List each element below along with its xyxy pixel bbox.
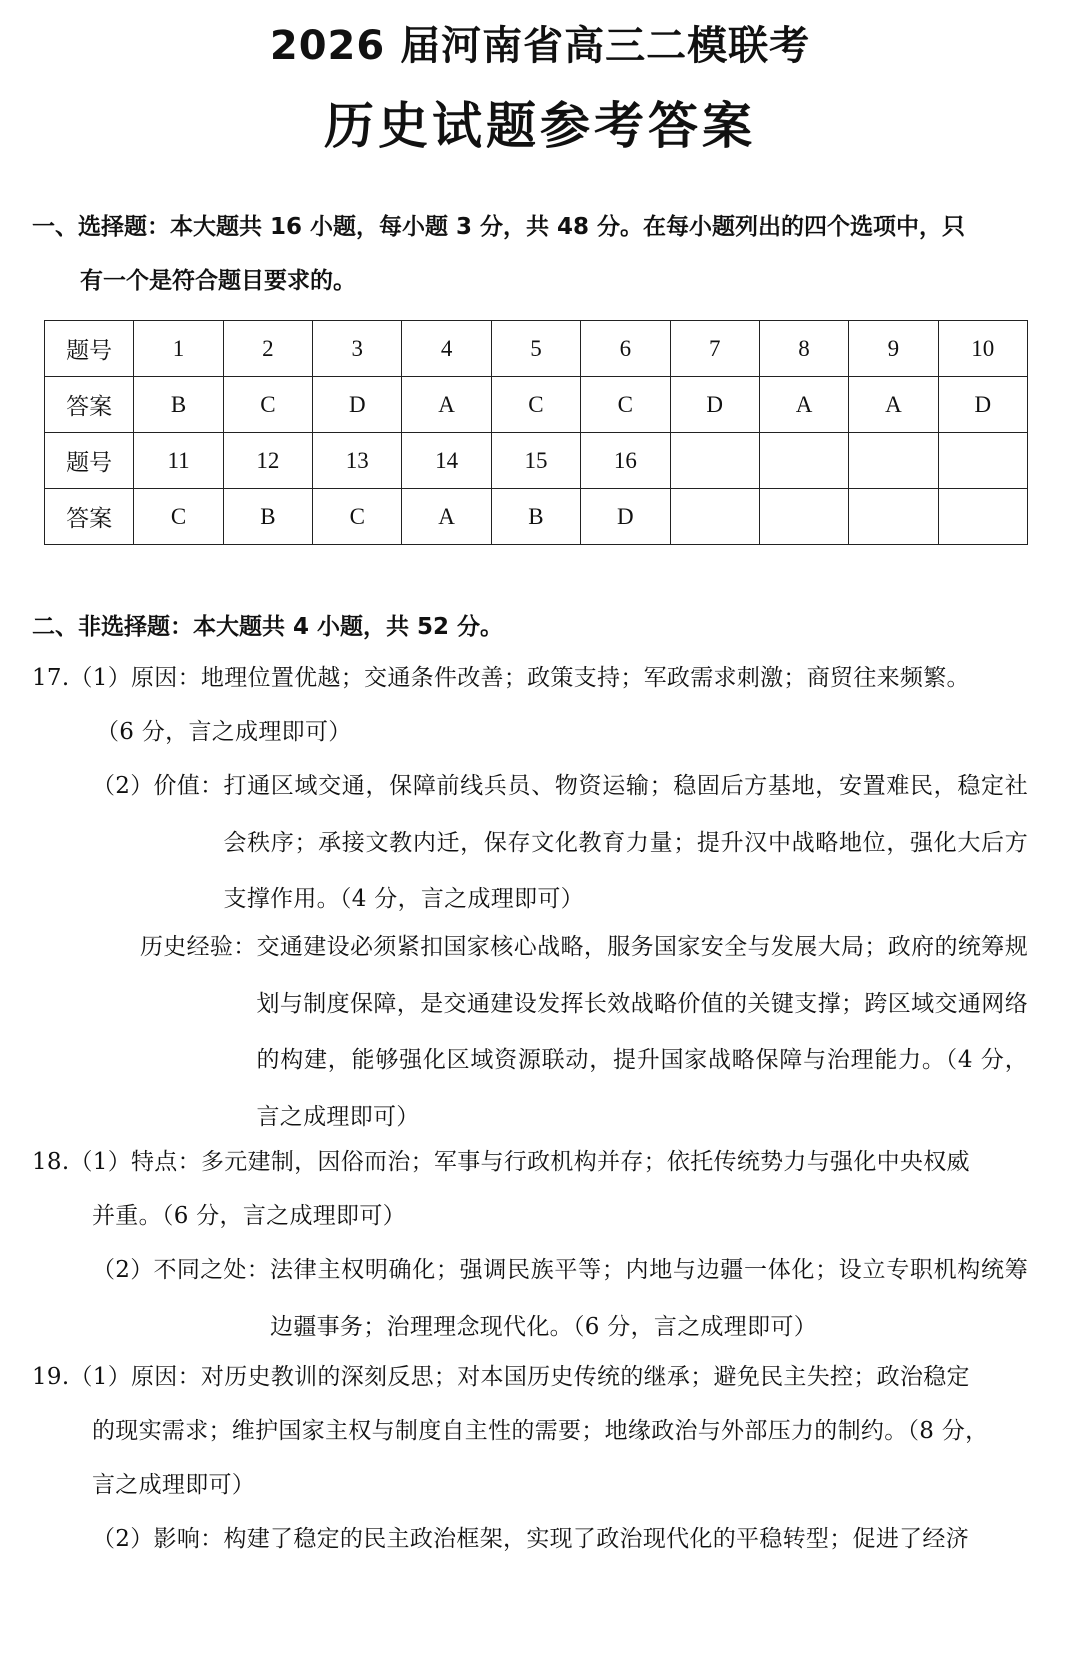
table-cell: C — [313, 489, 402, 545]
q17-part2-label: （2）价值： — [92, 773, 224, 799]
table-cell: C — [491, 377, 580, 433]
table-row-label: 题号 — [45, 321, 134, 377]
table-cell: C — [134, 489, 223, 545]
q18-part1-text: 多元建制，因俗而治；军事与行政机构并存；依托传统势力与强化中央权威 — [200, 1149, 970, 1175]
section2-heading: 二、非选择题：本大题共 4 小题，共 52 分。 — [32, 614, 504, 640]
table-cell: 8 — [759, 321, 848, 377]
table-row — [45, 377, 1028, 433]
table-cell: 14 — [402, 433, 491, 489]
table-cell: 4 — [402, 321, 491, 377]
q19-part1-cont1: 的现实需求；维护国家主权与制度自主性的需要；地缘政治与外部压力的制约。（8 分， — [92, 1418, 989, 1444]
q17-part3-text: 交通建设必须紧扣国家核心战略，服务国家安全与发展大局；政府的统筹规划与制度保障，是交通建设发挥长效战略价值的关键支撑；跨区域交通网络的构建，能够强化区域资源联动，提升国家战略保障与治理能力。（4 分，言之成理即可） — [256, 934, 1028, 1130]
table-cell: 11 — [134, 433, 223, 489]
table-cell: 13 — [313, 433, 402, 489]
table-cell: 15 — [491, 433, 580, 489]
table-row-label: 答案 — [45, 377, 134, 433]
table-cell: D — [313, 377, 402, 433]
table-row-label: 答案 — [45, 489, 134, 545]
table-cell: A — [759, 377, 848, 433]
q17-part2 — [92, 758, 1028, 928]
q19-part1-cont2: 言之成理即可） — [92, 1472, 256, 1498]
table-row — [45, 489, 1028, 545]
q17-part2-text: 打通区域交通，保障前线兵员、物资运输；稳固后方基地，安置难民，稳定社会秩序；承接文教内迁，保存文化教育力量；提升汉中战略地位，强化大后方支撑作用。（4 分，言之成理即可） — [223, 773, 1028, 912]
table-cell: 12 — [223, 433, 312, 489]
table-cell — [849, 433, 938, 489]
table-cell — [759, 489, 848, 545]
table-cell: 2 — [223, 321, 312, 377]
q17-part1-label: 17.（1）原因： — [32, 665, 201, 691]
table-cell: B — [223, 489, 312, 545]
table-cell — [849, 489, 938, 545]
q19-part1 — [32, 1349, 1028, 1406]
table-cell: B — [134, 377, 223, 433]
table-cell: 10 — [938, 321, 1027, 377]
table-cell: C — [223, 377, 312, 433]
table-cell: B — [491, 489, 580, 545]
table-cell: D — [581, 489, 670, 545]
table-cell: 9 — [849, 321, 938, 377]
q19-part1-text: 对历史教训的深刻反思；对本国历史传统的继承；避免民主失控；政治稳定 — [200, 1364, 970, 1390]
table-cell: 5 — [491, 321, 580, 377]
table-cell: A — [402, 489, 491, 545]
table-cell: 6 — [581, 321, 670, 377]
table-cell — [670, 433, 759, 489]
answer-table — [44, 320, 1028, 545]
table-cell: D — [938, 377, 1027, 433]
q18-part1-label: 18.（1）特点： — [32, 1149, 201, 1175]
table-cell: 7 — [670, 321, 759, 377]
q17-part3-label: 历史经验： — [140, 934, 257, 960]
q18-part2-text: 法律主权明确化；强调民族平等；内地与边疆一体化；设立专职机构统筹边疆事务；治理理念现代化。（6 分，言之成理即可） — [270, 1257, 1028, 1340]
table-row — [45, 433, 1028, 489]
section1-heading-line1: 一、选择题：本大题共 16 小题，每小题 3 分，共 48 分。在每小题列出的四个选项中，只 — [32, 214, 966, 240]
table-cell — [938, 433, 1027, 489]
q17-part1-text: 地理位置优越；交通条件改善；政策支持；军政需求刺激；商贸往来频繁。 — [200, 665, 970, 691]
q17-part1 — [32, 650, 1028, 707]
q17-part3 — [140, 919, 1028, 1145]
table-cell: 3 — [313, 321, 402, 377]
table-cell: C — [581, 377, 670, 433]
table-cell — [938, 489, 1027, 545]
q17-part1-score: （6 分，言之成理即可） — [96, 719, 352, 745]
q18-part2-label: （2）不同之处： — [92, 1257, 271, 1283]
table-cell: A — [402, 377, 491, 433]
q19-part2 — [92, 1511, 1028, 1568]
q19-part2-label: （2）影响： — [92, 1526, 224, 1552]
table-cell: 1 — [134, 321, 223, 377]
document-title: 历史试题参考答案 — [324, 97, 756, 155]
table-cell: 16 — [581, 433, 670, 489]
table-cell — [670, 489, 759, 545]
q19-part2-text: 构建了稳定的民主政治框架，实现了政治现代化的平稳转型；促进了经济 — [223, 1526, 970, 1552]
q18-part1-cont: 并重。（6 分，言之成理即可） — [92, 1203, 406, 1229]
q19-part1-label: 19.（1）原因： — [32, 1364, 201, 1390]
q18-part1 — [32, 1134, 1028, 1191]
section1-heading-line2: 有一个是符合题目要求的。 — [80, 268, 356, 294]
table-cell: A — [849, 377, 938, 433]
table-cell — [759, 433, 848, 489]
q18-part2 — [92, 1242, 1028, 1355]
table-row-label: 题号 — [45, 433, 134, 489]
table-row — [45, 321, 1028, 377]
table-cell: D — [670, 377, 759, 433]
exam-title: 2026 届河南省高三二模联考 — [269, 23, 811, 69]
